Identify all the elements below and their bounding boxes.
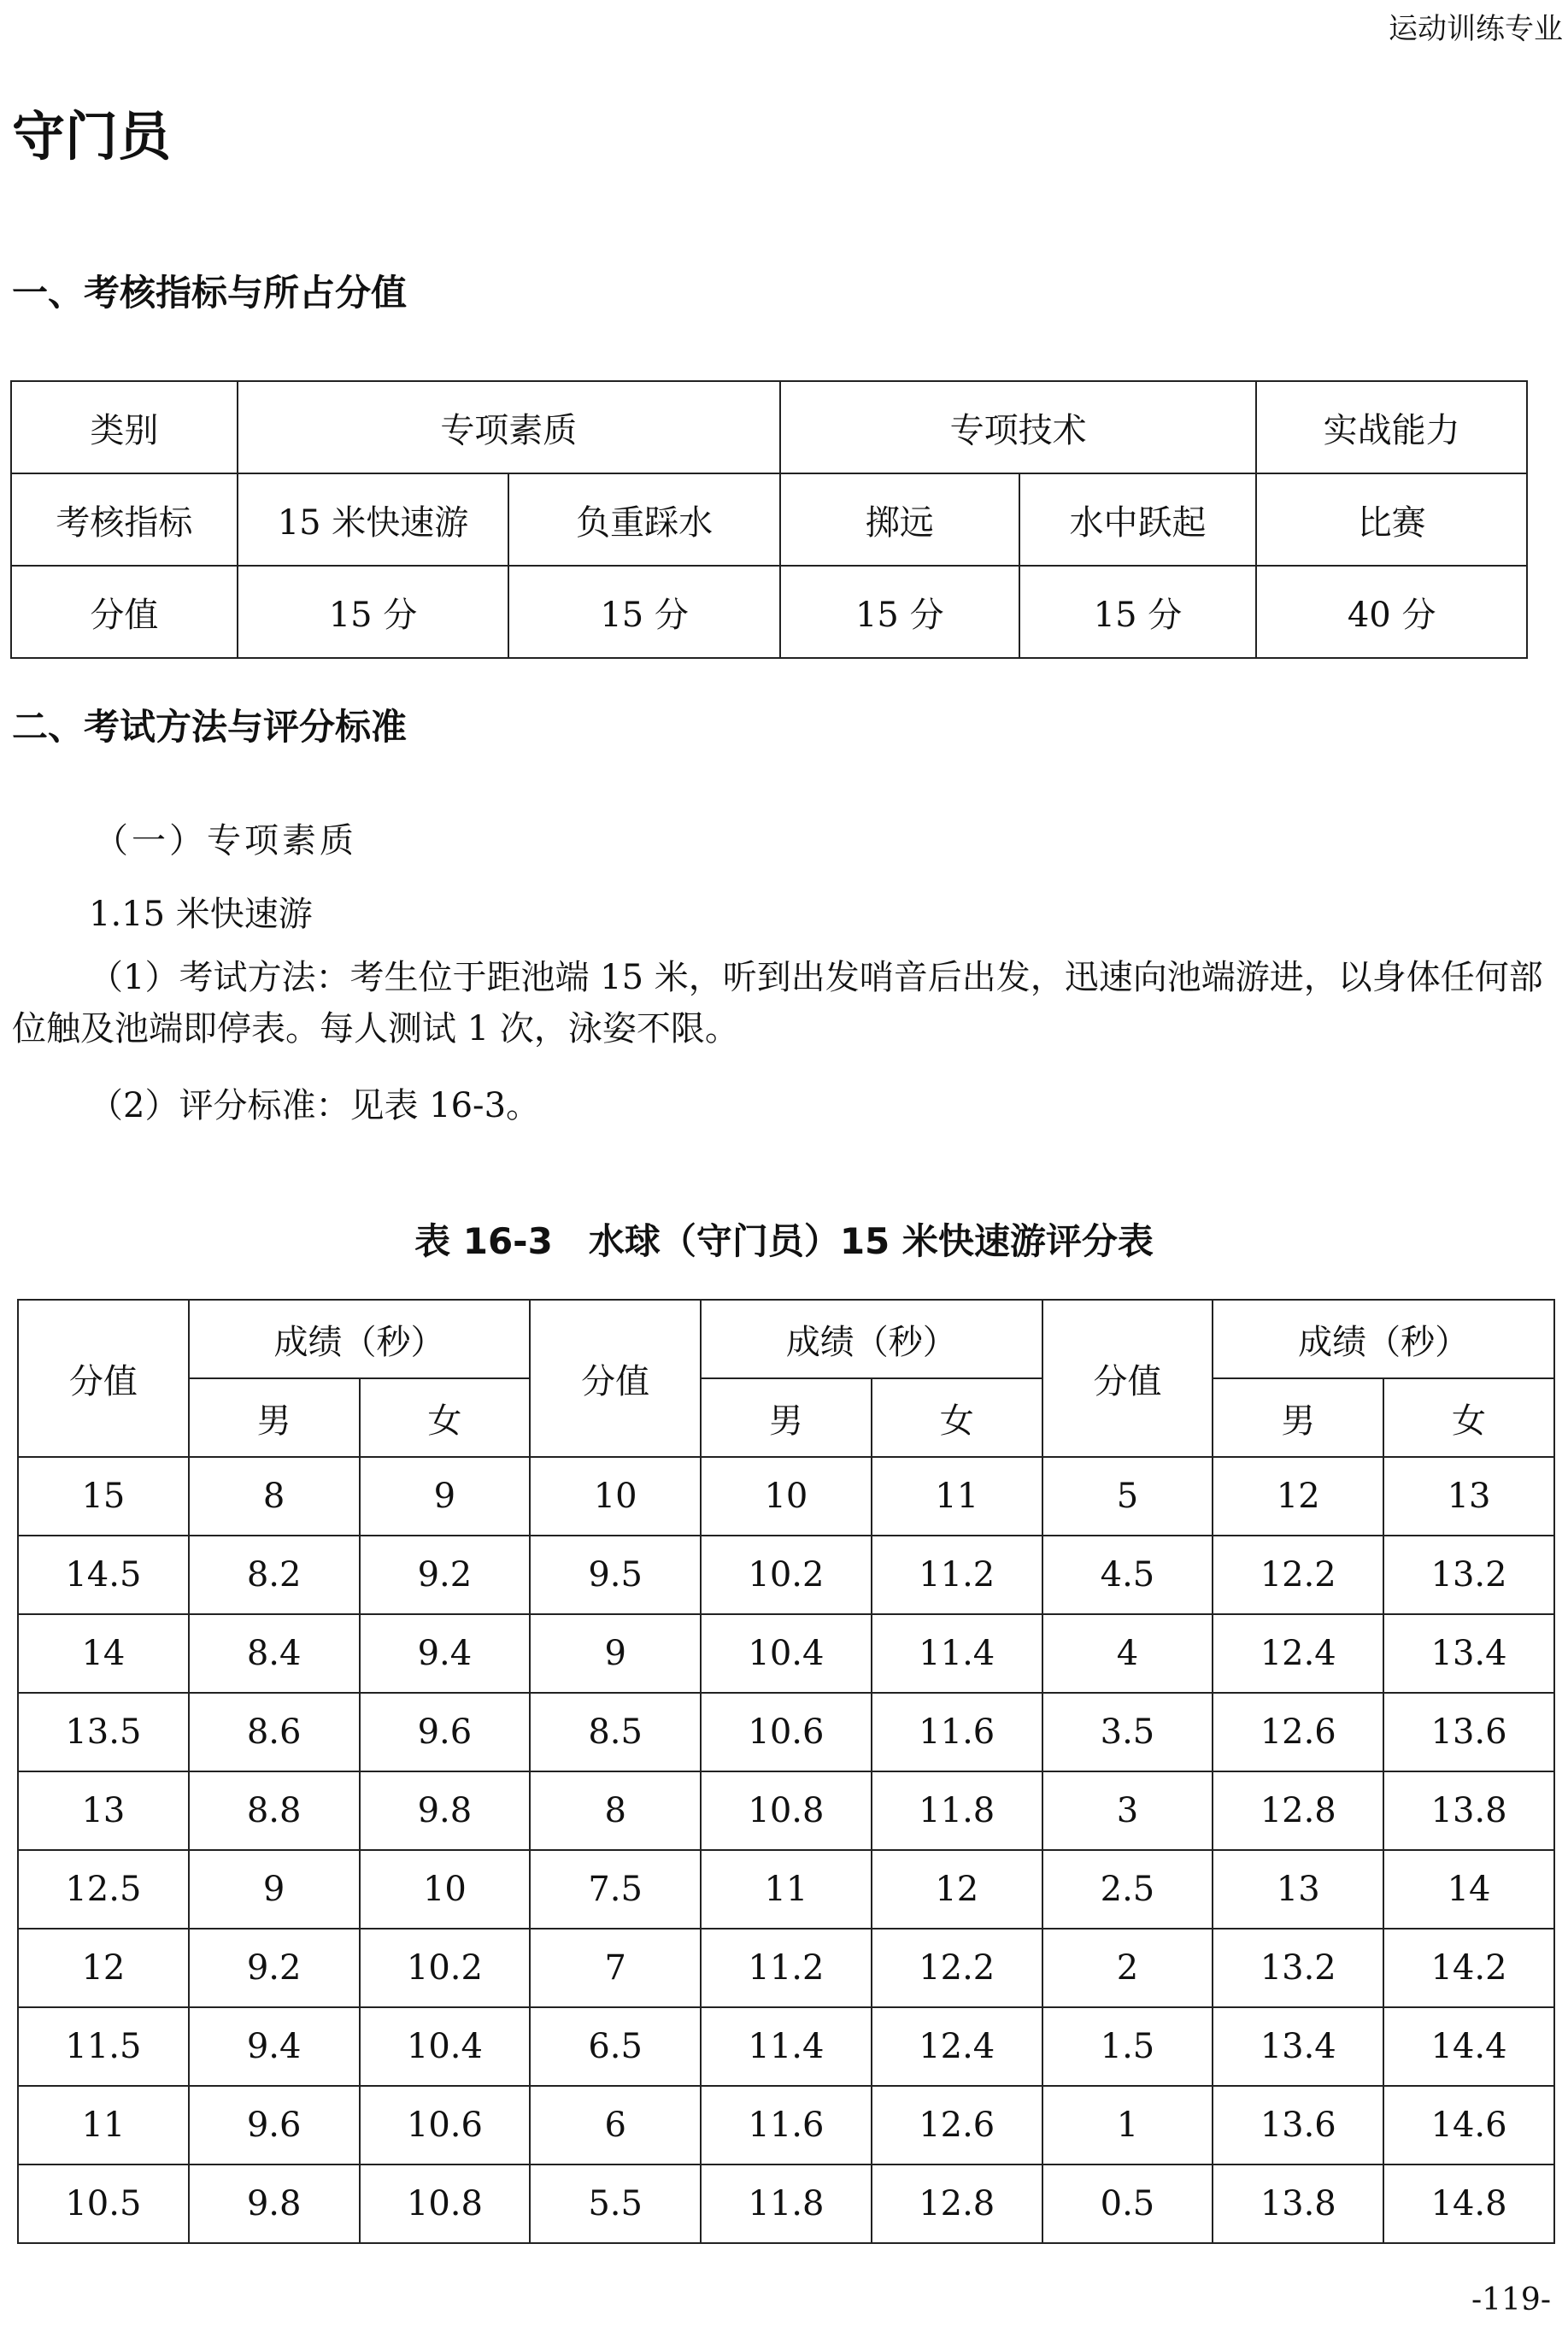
table-cell: 2: [1042, 1929, 1213, 2007]
table-cell: 15 分: [780, 566, 1019, 658]
table-cell: 14.4: [1383, 2007, 1554, 2086]
table-cell: 13.2: [1213, 1929, 1383, 2007]
table-cell: 9.5: [530, 1536, 701, 1614]
table-cell: 12.2: [1213, 1536, 1383, 1614]
table-cell: 13.4: [1383, 1614, 1554, 1693]
table-cell: 10.6: [360, 2086, 531, 2164]
table-cell: 10.4: [360, 2007, 531, 2086]
table-row: [18, 2164, 1554, 2243]
table-cell: 13: [1213, 1850, 1383, 1929]
header-cell: 成绩（秒）: [189, 1300, 531, 1378]
table-row: [18, 2007, 1554, 2086]
table-cell: 9.2: [189, 1929, 360, 2007]
table-cell: 专项技术: [780, 381, 1256, 473]
table-cell: 9.6: [189, 2086, 360, 2164]
table-cell: 11.6: [872, 1693, 1042, 1771]
table-cell: 6.5: [530, 2007, 701, 2086]
table-cell: 12.2: [872, 1929, 1042, 2007]
table-caption: 表 16-3 水球（守门员）15 米快速游评分表: [414, 1220, 1154, 1262]
table-cell: 8.8: [189, 1771, 360, 1850]
table-header-row: [18, 1300, 1554, 1378]
page-title: 守门员: [12, 105, 172, 167]
table-cell: 8.5: [530, 1693, 701, 1771]
table-cell: 掷远: [780, 473, 1019, 566]
table-cell: 1.5: [1042, 2007, 1213, 2086]
table-cell: 15 米快速游: [238, 473, 509, 566]
table-row: [18, 1536, 1554, 1614]
table-cell: 13.8: [1383, 1771, 1554, 1850]
header-cell: 分值: [530, 1300, 701, 1457]
table-cell: 水中跃起: [1019, 473, 1257, 566]
header-cell: 成绩（秒）: [1213, 1300, 1554, 1378]
table-row: [18, 1771, 1554, 1850]
table-cell: 5: [1042, 1457, 1213, 1536]
table-row: [18, 1693, 1554, 1771]
table-header-row: [18, 1378, 1554, 1457]
table-row: [11, 381, 1527, 473]
table-cell: 15 分: [508, 566, 780, 658]
table-cell: 10.6: [701, 1693, 872, 1771]
table-cell: 考核指标: [11, 473, 238, 566]
section-heading-1: 一、考核指标与所占分值: [12, 272, 408, 314]
table-cell: 9: [189, 1850, 360, 1929]
table-cell: 4: [1042, 1614, 1213, 1693]
table-row: [11, 566, 1527, 658]
scoring-table: [17, 1299, 1555, 2244]
running-header: 运动训练专业: [1389, 12, 1563, 46]
table-cell: 12.5: [18, 1850, 189, 1929]
table-cell: 8: [530, 1771, 701, 1850]
table-cell: 13.6: [1213, 2086, 1383, 2164]
table-cell: 10: [530, 1457, 701, 1536]
header-cell: 男: [1213, 1378, 1383, 1457]
method-paragraph: （1）考试方法：考生位于距池端 15 米，听到出发哨音后出发，迅速向池端游进，以身体任何部位触及池端即停表。每人测试 1 次，泳姿不限。: [12, 958, 1543, 1048]
header-cell: 成绩（秒）: [701, 1300, 1042, 1378]
criteria-paragraph: （2）评分标准：见表 16-3。: [89, 1086, 541, 1125]
table-cell: 9: [530, 1614, 701, 1693]
header-cell: 分值: [1042, 1300, 1213, 1457]
table-cell: 14.2: [1383, 1929, 1554, 2007]
table-cell: 12: [872, 1850, 1042, 1929]
table-cell: 10.2: [701, 1536, 872, 1614]
header-cell: 女: [360, 1378, 531, 1457]
table-cell: 13.6: [1383, 1693, 1554, 1771]
table-cell: 0.5: [1042, 2164, 1213, 2243]
table-cell: 13: [18, 1771, 189, 1850]
table-cell: 负重踩水: [508, 473, 780, 566]
table-cell: 13.5: [18, 1693, 189, 1771]
table-cell: 9.8: [360, 1771, 531, 1850]
table-cell: 11.5: [18, 2007, 189, 2086]
table-cell: 11.8: [872, 1771, 1042, 1850]
table-cell: 11: [701, 1850, 872, 1929]
table-cell: 13.8: [1213, 2164, 1383, 2243]
table-row: [11, 473, 1527, 566]
table-cell: 14.5: [18, 1536, 189, 1614]
table-cell: 3.5: [1042, 1693, 1213, 1771]
table-cell: 15: [18, 1457, 189, 1536]
table-cell: 9.4: [360, 1614, 531, 1693]
table-row: [18, 1929, 1554, 2007]
table-cell: 4.5: [1042, 1536, 1213, 1614]
table-cell: 9: [360, 1457, 531, 1536]
table-cell: 9.2: [360, 1536, 531, 1614]
table-cell: 12.6: [872, 2086, 1042, 2164]
table-cell: 14: [18, 1614, 189, 1693]
table-row: [18, 1614, 1554, 1693]
table-cell: 11.2: [872, 1536, 1042, 1614]
table-cell: 11.4: [872, 1614, 1042, 1693]
table-cell: 13.2: [1383, 1536, 1554, 1614]
table-cell: 8.6: [189, 1693, 360, 1771]
table-cell: 实战能力: [1256, 381, 1527, 473]
table-cell: 40 分: [1256, 566, 1527, 658]
table-cell: 13.4: [1213, 2007, 1383, 2086]
table-cell: 10.2: [360, 1929, 531, 2007]
table-cell: 15 分: [238, 566, 509, 658]
header-cell: 女: [872, 1378, 1042, 1457]
table-cell: 10.8: [360, 2164, 531, 2243]
table-cell: 11.2: [701, 1929, 872, 2007]
table-cell: 12.4: [1213, 1614, 1383, 1693]
table-cell: 11: [18, 2086, 189, 2164]
table-cell: 12: [18, 1929, 189, 2007]
table-cell: 2.5: [1042, 1850, 1213, 1929]
table-cell: 10.8: [701, 1771, 872, 1850]
table-cell: 12.6: [1213, 1693, 1383, 1771]
table-cell: 12: [1213, 1457, 1383, 1536]
assessment-table: [10, 380, 1528, 659]
table-cell: 7: [530, 1929, 701, 2007]
table-cell: 12.8: [1213, 1771, 1383, 1850]
table-cell: 比赛: [1256, 473, 1527, 566]
table-cell: 15 分: [1019, 566, 1257, 658]
table-cell: 10: [360, 1850, 531, 1929]
table-cell: 10: [701, 1457, 872, 1536]
table-cell: 14: [1383, 1850, 1554, 1929]
table-cell: 专项素质: [238, 381, 780, 473]
header-cell: 男: [701, 1378, 872, 1457]
table-cell: 11.6: [701, 2086, 872, 2164]
table-cell: 10.4: [701, 1614, 872, 1693]
table-cell: 1: [1042, 2086, 1213, 2164]
table-cell: 5.5: [530, 2164, 701, 2243]
table-cell: 类别: [11, 381, 238, 473]
subsection-heading: （一）专项素质: [94, 821, 357, 861]
table-cell: 7.5: [530, 1850, 701, 1929]
table-row: [18, 1850, 1554, 1929]
table-cell: 11: [872, 1457, 1042, 1536]
table-cell: 13: [1383, 1457, 1554, 1536]
table-cell: 8.4: [189, 1614, 360, 1693]
table-cell: 9.4: [189, 2007, 360, 2086]
table-cell: 9.8: [189, 2164, 360, 2243]
table-cell: 8.2: [189, 1536, 360, 1614]
table-cell: 10.5: [18, 2164, 189, 2243]
page-number: -119-: [1471, 2282, 1551, 2317]
header-cell: 女: [1383, 1378, 1554, 1457]
table-cell: 8: [189, 1457, 360, 1536]
table-cell: 3: [1042, 1771, 1213, 1850]
section-heading-2: 二、考试方法与评分标准: [12, 706, 408, 748]
table-cell: 12.4: [872, 2007, 1042, 2086]
header-cell: 分值: [18, 1300, 189, 1457]
item-heading: 1.15 米快速游: [89, 895, 313, 934]
table-cell: 9.6: [360, 1693, 531, 1771]
table-cell: 分值: [11, 566, 238, 658]
table-cell: 14.8: [1383, 2164, 1554, 2243]
table-cell: 6: [530, 2086, 701, 2164]
table-cell: 14.6: [1383, 2086, 1554, 2164]
table-row: [18, 2086, 1554, 2164]
table-cell: 12.8: [872, 2164, 1042, 2243]
header-cell: 男: [189, 1378, 360, 1457]
table-row: [18, 1457, 1554, 1536]
table-cell: 11.8: [701, 2164, 872, 2243]
table-cell: 11.4: [701, 2007, 872, 2086]
